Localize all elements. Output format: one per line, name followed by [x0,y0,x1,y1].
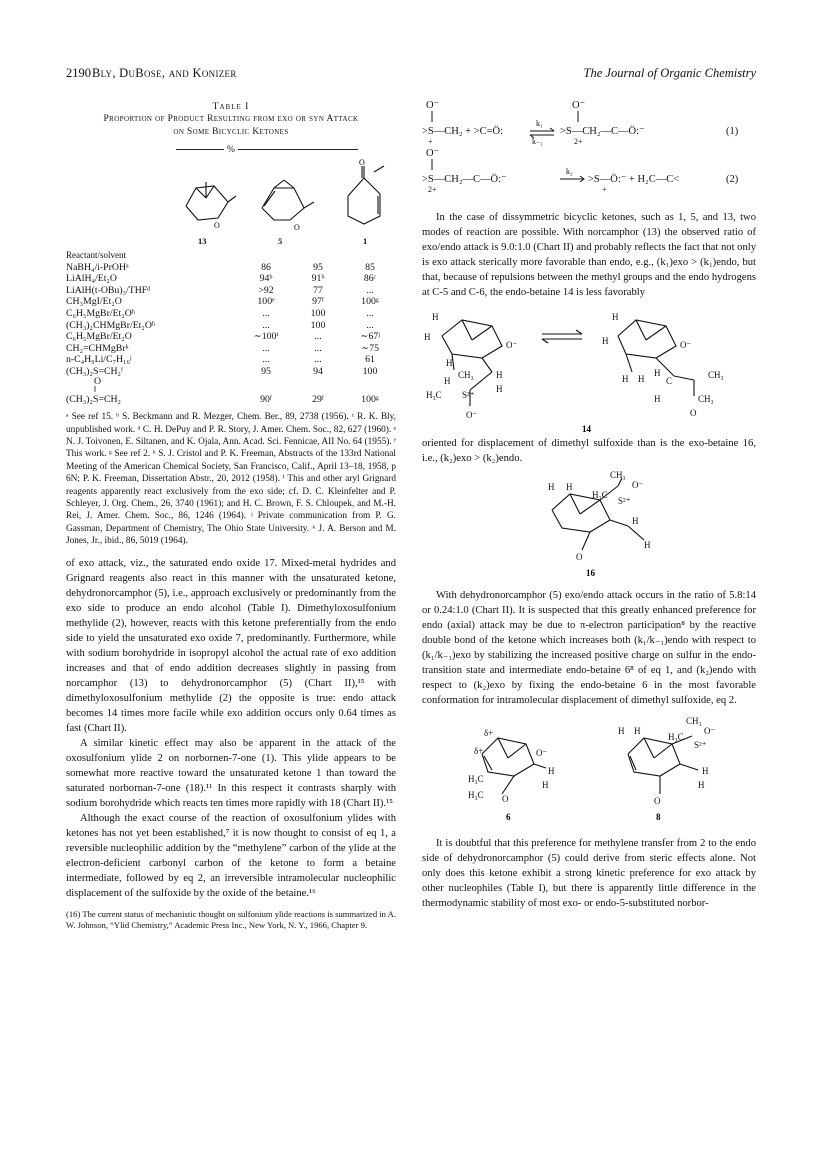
left-column [66,100,396,931]
right-paragraph-4: It is doubtful that this preference for methylene transfer from 2 to the endo side of dehydronorcamphor (5) could derive from steric effects alone. Not only does this ketone exhibit a strong kinetic preference for exo attack by other nucleophiles (Table I), but there is apparently little difference in the thermodynamic stability of most exo- or endo-5-substituted norbor- [422,838,756,909]
atom-h: H [432,312,439,322]
atom-h: H [424,332,431,342]
compound-1-label: 1 [363,236,368,246]
value-cell: 100ᵍ [361,296,379,308]
svg-text:2+: 2+ [574,137,583,146]
right-body-text-2 [422,436,756,466]
compound-16-label: 16 [586,568,595,578]
svg-text:O⁻: O⁻ [426,100,440,111]
eq1-right-text: >S—CH₂—C—Ö:⁻ [560,126,645,137]
percent-label: % [224,142,238,157]
atom-h: H [602,336,609,346]
value-cell: 100ᵍ [361,393,379,405]
atom-h3c: H₃C [592,490,608,500]
atom-h: H [548,766,555,776]
atom-o-minus: O⁻ [466,410,478,420]
table-structures [66,158,396,246]
atom-h: H [654,368,661,378]
value-cell: ... [366,319,374,331]
sulfoxide-o: O [94,375,102,387]
data-table [66,250,396,405]
right-body-text-3 [422,588,756,708]
value-cell: 86ᶜ [363,273,377,285]
atom-ch3: CH₃ [686,716,702,726]
atom-h: H [542,780,549,790]
right-body-text-1 [422,210,756,300]
svg-text:O: O [294,223,300,232]
value-cell: 29ᶠ [312,393,324,405]
value-cell: 95 [261,365,271,377]
value-cell: ... [366,307,374,319]
atom-o: O [576,552,583,562]
svg-text:O: O [359,158,365,167]
table-row [66,273,396,285]
atom-o: O [654,796,661,806]
svg-text:+: + [602,185,607,194]
atom-h: H [638,374,645,384]
atom-o-minus: O⁻ [680,340,692,350]
atom-h: H [618,726,625,736]
value-cell: 100 [362,365,378,377]
atom-h: H [654,394,661,404]
right-paragraph-1: In the case of dissymmetric bicyclic ketones, such as 1, 5, and 13, two modes of reaction are possible. With norcamphor (13) the observed ratio of exo/endo attack is 9.0:1.0 (Chart II) and probably reflects the fact that not only is exo attack sterically more favorable than endo, e.g., (k₁)exo > (k₁)endo, but that, because of repulsions between the methyl groups and the endo hydrogens at C-5 and C-6, the endo-betaine 14 is less favorably [422,212,756,298]
atom-ch3: CH₃ [610,470,626,480]
reactant-cell: NaBH₄/i-PrOHᵃ [66,261,129,273]
value-cell: 85 [365,261,375,273]
value-cell: 100 [310,307,326,319]
table-caption: Proportion of Product Resulting from exo or syn Attack [103,114,359,124]
atom-h: H [566,482,573,492]
atom-h3c: H₃C [426,390,442,400]
page-number: 2190 [66,66,91,80]
left-paragraph-1: of exo attack, viz., the saturated endo oxide 17. Mixed-metal hydrides and Grignard reagents also react in this manner with the unsaturated ketone, dehydronorcamphor (5), i.e., approach exclusively or predominantly from the exo side to produce an endo alcohol (Table I). Dimethyloxosulfonium methylide (2), however, reacts with this ketone preferentially from the endo side to yield the unsaturated exo oxide 7, predominantly. Furthermore, while with sodium borohydride in isopropyl alcohol the actual rate of exo addition increases and that of endo addition decreases slightly in passing from norcamphor (13) to dehydronorcamphor (5) (Chart II),¹⁵ with dimethyloxosulfonium methylide (2) the opposite is true: endo attack becomes 14 times more facile while exo addition occurs only 0.64 times as fast (Chart II). [66,557,396,734]
value-cell: 97ᶠ [312,296,324,308]
value-cell: 90ᶠ [260,393,272,405]
compound-14-label: 14 [582,424,591,434]
right-paragraph-2: oriented for displacement of dimethyl sulfoxide than is the exo-betaine 16, i.e., (k₂)exo > (k₂)endo. [422,438,756,464]
eq1-number: (1) [726,126,739,137]
footnote-16: (16) The current status of mechanistic thought on sulfonium ylide reactions is summarized in A. W. Johnson, “Ylid Chemistry,” Academic Press Inc., New York, N. Y., 1966, Chapter 9. [66,908,396,930]
reactant-cell: (CH₃)₂S=CH₂ [66,393,121,405]
atom-h: H [634,726,641,736]
svg-text:O⁻: O⁻ [426,148,440,159]
atom-delta-plus: δ+ [474,746,484,756]
eq2-right-text: >S—Ö:⁻ + H₂C—C< [588,174,680,185]
atom-h3c: H₃C [468,774,484,784]
right-body-text-4 [422,836,756,911]
table-row [66,343,396,355]
table-row-header [66,250,396,262]
reactant-cell: LiAlH(t-OBu)₃/THFᵈ [66,284,151,296]
sulfoxide-o-label: O ‖ [94,375,102,394]
dehydronorcamphor-structure [256,158,316,234]
value-cell: 77 [313,284,323,296]
atom-o: O [690,408,697,418]
atom-h: H [548,482,555,492]
compound-13-label: 13 [198,236,207,246]
value-cell: >92 [258,284,274,296]
svg-text:2+: 2+ [428,185,437,194]
eq1-left-text: >S—CH₂ + >C=Ö: [422,126,504,137]
atom-ch3: CH₃ [698,394,714,404]
reactant-cell: C₆H₅MgBr/Et₂Oʰ [66,307,135,319]
atom-o-minus: O⁻ [704,726,716,736]
atom-h: H [444,376,451,386]
right-paragraph-3: With dehydronorcamphor (5) exo/endo attack occurs in the ratio of 5.8:14 or 0.24:1.0 (Chart II). It is suspected that this greatly enhanced preference for endo (axial) attack may be due to π-electron participation⁸ by the reactive double bond of the ketone which increases both (k₁/k₋₁)endo with respect to (k₁/k₋₁)exo by stabilizing the increased positive charge on sulfur in the endo-transition state and intermediate endo-betaine 6⁸ of eq 1, and (k₂)endo with respect to (k₂)exo by fixing the endo-betaine 6 in the most favorable conformation for intramolecular displacement of dimethyl sulfoxide, eq 2. [422,590,756,706]
k-minus1-label: k₋₁ [532,137,544,146]
svg-text:O: O [214,221,220,230]
value-cell: 61 [365,354,375,366]
betaine-16-structure [422,470,756,580]
table-row [66,308,396,320]
table-row [66,285,396,297]
value-cell: 86 [261,261,271,273]
value-cell: 91ᵇ [311,273,325,285]
value-cell: ... [262,319,270,331]
left-body-text [66,556,396,901]
value-cell: 94 [313,365,323,377]
svg-text:O⁻: O⁻ [572,100,586,111]
value-cell: ... [262,342,270,354]
atom-h: H [446,358,453,368]
reactant-header: Reactant/solvent [66,250,126,260]
atom-s2plus: S²⁺ [462,390,475,400]
atom-c: C [666,376,673,386]
equation-1-2-diagram [422,100,756,196]
value-cell: 100ᵉ [257,296,275,308]
reactant-cell: n-C₄H₉Li/C₇H₁₆ʲ [66,354,132,366]
value-cell: 100 [310,319,326,331]
journal-name: The Journal of Organic Chemistry [583,66,756,80]
value-cell: ... [366,284,374,296]
reactant-cell: CH₃MgI/Et₂O [66,296,122,308]
atom-o-minus: O⁻ [506,340,518,350]
atom-h: H [496,370,503,380]
value-cell: ... [262,354,270,366]
table-row [66,394,396,406]
value-cell: ... [314,342,322,354]
reactant-cell: C₆H₅MgBr/Et₂O [66,331,132,343]
left-paragraph-3: Although the exact course of the reaction of oxosulfonium ylides with ketones has not yet been established,⁷ it is now thought to consist of eq 1, a reversible nucleophilic addition by the “methylene” carbon of the ylide at the electron-deficient carbonyl carbon of the ketone to form a betaine intermediate, followed by eq 2, an irreversible intramolecular nucleophilic displacement of the sulfoxide by the oxide of the betaine.¹⁶ [66,812,396,899]
value-cell: 95 [313,261,323,273]
svg-text:+: + [428,137,433,146]
atom-ch3: CH₃ [708,370,724,380]
eq2-left-text: >S—CH₂—C—Ö:⁻ [422,174,507,185]
table-footnotes: ᵃ See ref 15. ᵇ S. Beckmann and R. Mezger, Chem. Ber., 89, 2738 (1956). ᶜ R. K. Bly, unpublished work. ᵈ C. H. DePuy and P. R. Story, J. Amer. Chem. Soc., 82, 627 (1960). ᵉ N. J. Toivonen, E. Siltanen, and K. Ojala, Ann. Acad. Sci. Fennicae, AII No. 64 (1955). ᶠ This work. ᵍ See ref 2. ʰ S. J. Cristol and P. K. Freeman, Abstracts of the 133rd National Meeting of the American Chemical Society, San Francisco, Calif., April 13–18, 1958, p 6N; P. K. Freeman, Dissertation Abstr., 20, 2012 (1958). ⁱ This and other aryl Grignard reagents apparently react exclusively from the exo side; cf. D. C. Kleinfelter and P. Schleyer, J. Org. Chem., 26, 3740 (1961); and H. C. Brown, F. S. Chloupek, and M.-H. Rei, J. Amer. Chem. Soc., 86, 1246 (1964). ʲ Private communication from P. G. Gassman, Department of Chemistry, The Ohio State University. ᵏ J. A. Berson and M. Jones, Jr., ibid., 86, 5019 (1964). [66,412,396,547]
atom-ch3: CH₃ [458,370,474,380]
atom-h: H [632,516,639,526]
atom-delta-plus: δ+ [484,728,494,738]
atom-s2plus: S²⁺ [618,496,631,506]
atom-o-minus: O⁻ [632,480,644,490]
compound-5-label: 5 [278,236,283,246]
reactant-cell: (CH₃)₂S=CH₂ᶠ [66,365,124,377]
reactant-cell: LiAlH₄/Et₂O [66,273,117,285]
compound-6-label: 6 [506,812,511,822]
k2-label: k₂ [566,167,573,176]
value-cell: ... [314,331,322,343]
value-cell: ∼100ⁱ [253,331,279,343]
right-column [422,100,756,911]
betaine-14-equilibrium-structure [422,306,756,436]
atom-h: H [622,374,629,384]
compound-8-label: 8 [656,812,661,822]
table-row [66,262,396,274]
atom-h: H [612,312,619,322]
atom-h3c: H₃C [468,790,484,800]
value-cell: 94ᵇ [259,273,273,285]
reactant-cell: (CH₃)₂CHMgBr/Et₂Oʰ [66,319,156,331]
norcamphor-structure [178,158,238,234]
table-row [66,331,396,343]
atom-s2plus: S²⁺ [694,740,707,750]
table-row-sulfoxide-o [66,378,396,394]
reactant-cell: CH₂=CHMgBrᵏ [66,342,129,354]
eq2-number: (2) [726,174,739,185]
atom-h3c: H₃C [668,732,684,742]
value-cell: ... [314,354,322,366]
value-cell: ... [262,307,270,319]
table-title: Table I [212,101,250,112]
atom-o: O [502,794,509,804]
atom-h: H [644,540,651,550]
norbornenone-structure [334,158,394,234]
atom-h: H [702,766,709,776]
table-caption-line2: on Some Bicyclic Ketones [173,127,289,137]
equations-block [422,100,756,196]
betaine-6-8-structures [422,714,756,824]
atom-h: H [698,780,705,790]
k1-label: k₁ [536,119,543,128]
running-authors: Bly, DuBose, and Konizer [92,66,237,80]
atom-o-minus: O⁻ [536,748,548,758]
table-row [66,354,396,366]
atom-h: H [496,384,503,394]
table-row [66,320,396,332]
left-paragraph-2: A similar kinetic effect may also be apparent in the attack of the oxosulfonium ylide 2 on norbornen-7-one (1). This ylide appears to be somewhat more reactive toward the unsaturated ketone 1 than toward the saturated norbornan-7-one (18).¹¹ In this respect it contrasts sharply with sodium borohydride which reacts ten times more rapidly with 18 (Chart II).¹⁵ [66,737,396,809]
value-cell: ∼75 [360,342,379,354]
percent-header [66,142,396,156]
value-cell: ∼67ʲ [360,331,380,343]
table-row [66,296,396,308]
table-row [66,366,396,378]
